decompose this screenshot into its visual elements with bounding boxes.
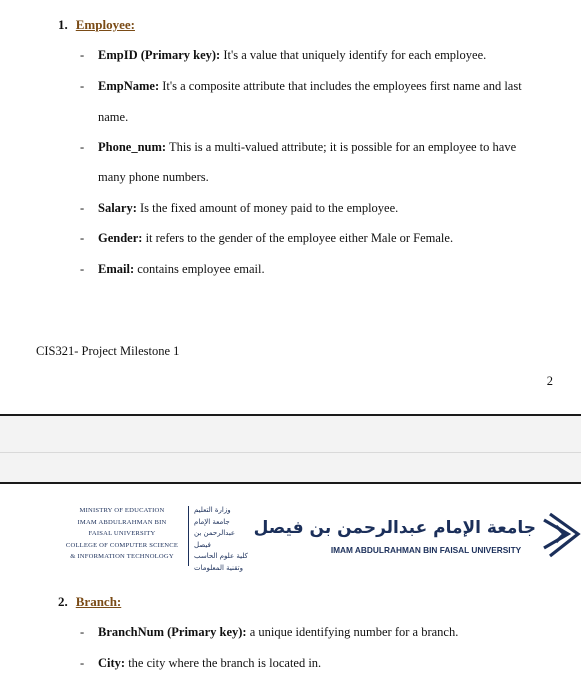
attribute-label: City: xyxy=(98,656,126,670)
page-gap xyxy=(0,414,581,484)
ministry-line: FAISAL UNIVERSITY xyxy=(88,530,156,537)
divider xyxy=(0,452,581,453)
bullet-dash: - xyxy=(80,79,85,93)
bullet-dash: - xyxy=(80,656,85,670)
attribute-label: Gender: xyxy=(98,231,143,245)
ministry-line-ar: وتقنية المعلومات xyxy=(194,563,243,572)
section-title: Employee: xyxy=(75,17,135,32)
attribute-description: This is a multi-valued attribute; it is possible for an employee to have xyxy=(168,140,517,154)
ministry-block-arabic xyxy=(194,505,254,574)
attribute-description: a unique identifying number for a branch. xyxy=(249,625,459,639)
attribute-description: it refers to the gender of the employee either Male or Female. xyxy=(145,231,454,245)
section-heading-employee xyxy=(58,17,135,33)
ministry-line-ar: كلية علوم الحاسب xyxy=(194,552,248,560)
ministry-block-english xyxy=(58,505,186,563)
page-number: 2 xyxy=(546,374,553,388)
attribute-label: Email: xyxy=(98,262,135,276)
bullet-dash: - xyxy=(80,140,85,154)
bullet-dash: - xyxy=(80,201,85,215)
attribute-description: It's a composite attribute that includes the employees first name and last xyxy=(162,79,522,93)
university-name-arabic: جامعة الإمام عبدالرحمن بن فيصل xyxy=(253,518,536,538)
bullet-dash: - xyxy=(80,48,85,62)
section-number: 1. xyxy=(58,17,68,32)
university-name-english: IMAM ABDULRAHMAN BIN FAISAL UNIVERSITY xyxy=(330,545,522,555)
ministry-line-ar: وزارة التعليم xyxy=(194,506,231,514)
section-number: 2. xyxy=(58,594,68,609)
list-item-continuation: many phone numbers. xyxy=(98,170,209,184)
ministry-line: & INFORMATION TECHNOLOGY xyxy=(70,553,174,560)
attribute-label: EmpID (Primary key): xyxy=(98,48,221,62)
attribute-description: contains employee email. xyxy=(137,262,265,276)
attribute-label: BranchNum (Primary key): xyxy=(98,625,247,639)
bullet-dash: - xyxy=(80,625,85,639)
ministry-line-ar: عبدالرحمن بن فيصل xyxy=(194,529,236,549)
attribute-description: Is the fixed amount of money paid to the employee. xyxy=(140,201,399,215)
attribute-label: EmpName: xyxy=(98,79,160,93)
attribute-description: It's a value that uniquely identify for each employee. xyxy=(223,48,487,62)
section-heading-branch xyxy=(58,594,121,610)
bullet-dash: - xyxy=(80,231,85,245)
attribute-label: Salary: xyxy=(98,201,137,215)
ministry-line: IMAM ABDULRAHMAN BIN xyxy=(77,518,167,526)
ministry-line: MINISTRY OF EDUCATION xyxy=(79,507,165,514)
attribute-label: Phone_num: xyxy=(98,140,167,154)
ministry-line: COLLEGE OF COMPUTER SCIENCE xyxy=(65,541,179,549)
section-title: Branch: xyxy=(75,594,122,609)
ministry-line-ar: جامعة الإمام xyxy=(194,517,230,526)
university-logo-icon xyxy=(542,512,581,560)
attribute-description: the city where the branch is located in. xyxy=(128,656,322,670)
letterhead-divider xyxy=(188,506,189,566)
bullet-dash: - xyxy=(80,262,85,276)
page-break-rule xyxy=(0,414,581,416)
page-footer-course: CIS321- Project Milestone 1 xyxy=(36,344,180,358)
list-item-continuation: name. xyxy=(98,110,129,124)
